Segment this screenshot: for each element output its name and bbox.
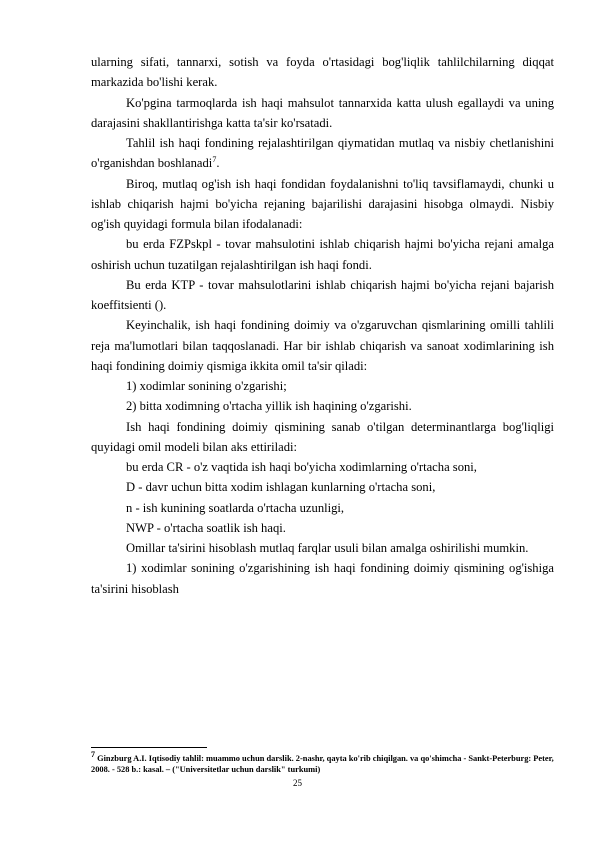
footnote-ref[interactable]: 7 — [212, 155, 217, 165]
page-number: 25 — [293, 778, 302, 788]
paragraph-6: Bu erda KTP - tovar mahsulotlarini ishlab chiqarish hajmi bo'yicha rejani bajarish koeffitsienti (). — [91, 277, 554, 312]
paragraph-5: bu erda FZPskpl - tovar mahsulotini ishlab chiqarish hajmi bo'yicha rejani amalga oshirish uchun tuzatilgan rejalashtirilgan ish haqi fondi. — [91, 237, 554, 272]
definition-nwp: NWP - o'rtacha soatlik ish haqi. — [126, 520, 286, 535]
paragraph-16: 1) xodimlar sonining o'zgarishining ish haqi fondining doimiy qismining og'ishiga ta'sirini hisoblash — [91, 561, 554, 596]
footnote — [91, 750, 554, 775]
paragraph-4: Biroq, mutlaq og'ish ish haqi fondidan foydalanishni to'liq tavsiflamaydi, chunki u ishlab chiqarish hajmi bo'yicha rejaning bajarilishi darajasini hisobga olmaydi. Nisbiy og'ish quyidagi formula bilan ifodalanadi: — [91, 176, 554, 231]
definition-cr: bu erda CR - o'z vaqtida ish haqi bo'yicha xodimlarning o'rtacha soni, — [126, 460, 477, 474]
definition-d: D - davr uchun bitta xodim ishlagan kunlarning o'rtacha soni, — [126, 480, 436, 495]
paragraph-2: Ko'pgina tarmoqlarda ish haqi mahsulot tannarxida katta ulush egallaydi va uning darajasini shakllantirishga katta ta'sir ko'rsatadi. — [91, 95, 554, 130]
body-text — [91, 52, 554, 599]
footnote-marker: 7 — [91, 750, 95, 760]
paragraph-15: Omillar ta'sirini hisoblash mutlaq farqlar usuli bilan amalga oshirilishi mumkin. — [126, 541, 529, 555]
paragraph-7: Keyinchalik, ish haqi fondining doimiy va o'zgaruvchan qismlarining omilli tahlili reja ma'lumotlari bilan taqqoslanadi. Har bir ishlab chiqarish va sanoat xodimlarining ish haqi fondining doimiy qismiga ikkita omil ta'sir qiladi: — [91, 318, 554, 373]
footnote-text: Ginzburg A.I. Iqtisodiy tahlil: muammo uchun darslik. 2-nashr, qayta ko'rib chiqilgan. va qo'shimcha - Sankt-Peterburg: Peter, 2008. - 528 b.: kasal. – ("Universitetlar uchun darslik" turkumi) — [91, 754, 554, 774]
list-item-1: 1) xodimlar sonining o'zgarishi; — [126, 379, 287, 393]
paragraph-1: ularning sifati, tannarxi, sotish va foyda o'rtasidagi bog'liqlik tahlilchilarning diqqat markazida bo'lishi kerak. — [91, 55, 554, 90]
footnote-separator — [91, 747, 207, 748]
paragraph-10: Ish haqi fondining doimiy qismining sanab o'tilgan determinantlarga bog'liqligi quyidagi omil modeli bilan aks ettiriladi: — [91, 419, 554, 454]
list-item-2: 2) bitta xodimning o'rtacha yillik ish haqining o'zgarishi. — [126, 399, 412, 414]
paragraph-3: Tahlil ish haqi fondining rejalashtirilgan qiymatidan mutlaq va nisbiy chetlanishini o'rganishdan boshlanadi$^7$. — [91, 136, 554, 171]
definition-n: n - ish kunining soatlarda o'rtacha uzunligi, — [126, 500, 345, 515]
